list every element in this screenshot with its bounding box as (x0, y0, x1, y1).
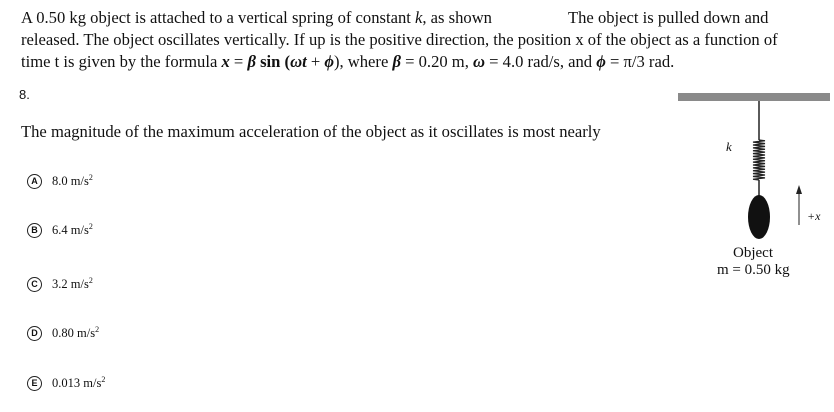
formula-omega: ω (290, 52, 303, 71)
stem-line-1 (21, 7, 492, 29)
option-value-text: 0.80 m/s (52, 325, 96, 340)
question-text: The magnitude of the maximum acceleration of the object as it oscillates is most nearly (21, 122, 601, 141)
phi-value: = π/3 rad. (605, 52, 675, 71)
mass-object (748, 195, 770, 239)
option-exponent: 2 (101, 374, 106, 384)
option-value-a (52, 174, 93, 189)
option-letter-c[interactable]: C (27, 277, 42, 292)
var-k: k (415, 8, 423, 27)
stem-line-2: released. The object oscillates vertically. If up is the positive direction, the position x of the object as a function of (21, 30, 778, 49)
stem-text: , as shown (422, 8, 492, 27)
spring-coil (753, 140, 765, 180)
answer-option-c[interactable] (27, 274, 93, 294)
answer-option-d[interactable] (27, 323, 99, 343)
formula-x: x (221, 52, 230, 71)
question-number: 8. (19, 87, 30, 102)
stem-line-1-right: The object is pulled down and (568, 8, 769, 27)
mass-label: m = 0.50 kg (717, 262, 790, 278)
formula-plus: + (306, 52, 325, 71)
omega-symbol: ω (473, 52, 486, 71)
beta-value: = 0.20 m, (400, 52, 474, 71)
option-exponent: 2 (88, 275, 93, 285)
option-value-text: 8.0 m/s (52, 173, 89, 188)
axis-label: +x (807, 209, 821, 223)
object-label: Object (733, 245, 773, 261)
ceiling-bar (678, 93, 830, 101)
answer-option-e[interactable] (27, 373, 105, 393)
formula-eq: = (229, 52, 248, 71)
option-letter-a[interactable]: A (27, 174, 42, 189)
option-value-e (52, 376, 105, 391)
option-exponent: 2 (95, 324, 100, 334)
option-exponent: 2 (88, 221, 93, 231)
answer-option-b[interactable] (27, 220, 93, 240)
omega-value: = 4.0 rad/s, and (485, 52, 597, 71)
formula-close: ), where (333, 52, 393, 71)
option-value-text: 3.2 m/s (52, 276, 89, 291)
formula-t: t (302, 52, 307, 71)
stem-text: A 0.50 kg object is attached to a vertical spring of constant (21, 8, 415, 27)
spring-mass-figure (670, 85, 834, 290)
formula-sin: sin ( (255, 52, 291, 71)
option-value-b (52, 223, 93, 238)
option-letter-d[interactable]: D (27, 326, 42, 341)
spring-constant-label: k (726, 139, 732, 154)
phi-symbol: ϕ (596, 52, 606, 71)
formula-beta: β (247, 52, 256, 71)
stem-line-3 (21, 51, 674, 73)
option-letter-e[interactable]: E (27, 376, 42, 391)
option-letter-b[interactable]: B (27, 223, 42, 238)
axis-arrow-head (796, 185, 802, 194)
option-value-text: 6.4 m/s (52, 222, 89, 237)
option-value-text: 0.013 m/s (52, 375, 102, 390)
option-value-d (52, 326, 99, 341)
beta-symbol: β (392, 52, 401, 71)
option-exponent: 2 (88, 172, 93, 182)
stem-text: time t is given by the formula (21, 52, 222, 71)
answer-option-a[interactable] (27, 171, 93, 191)
formula-phi: ϕ (324, 52, 334, 71)
option-value-c (52, 277, 93, 292)
